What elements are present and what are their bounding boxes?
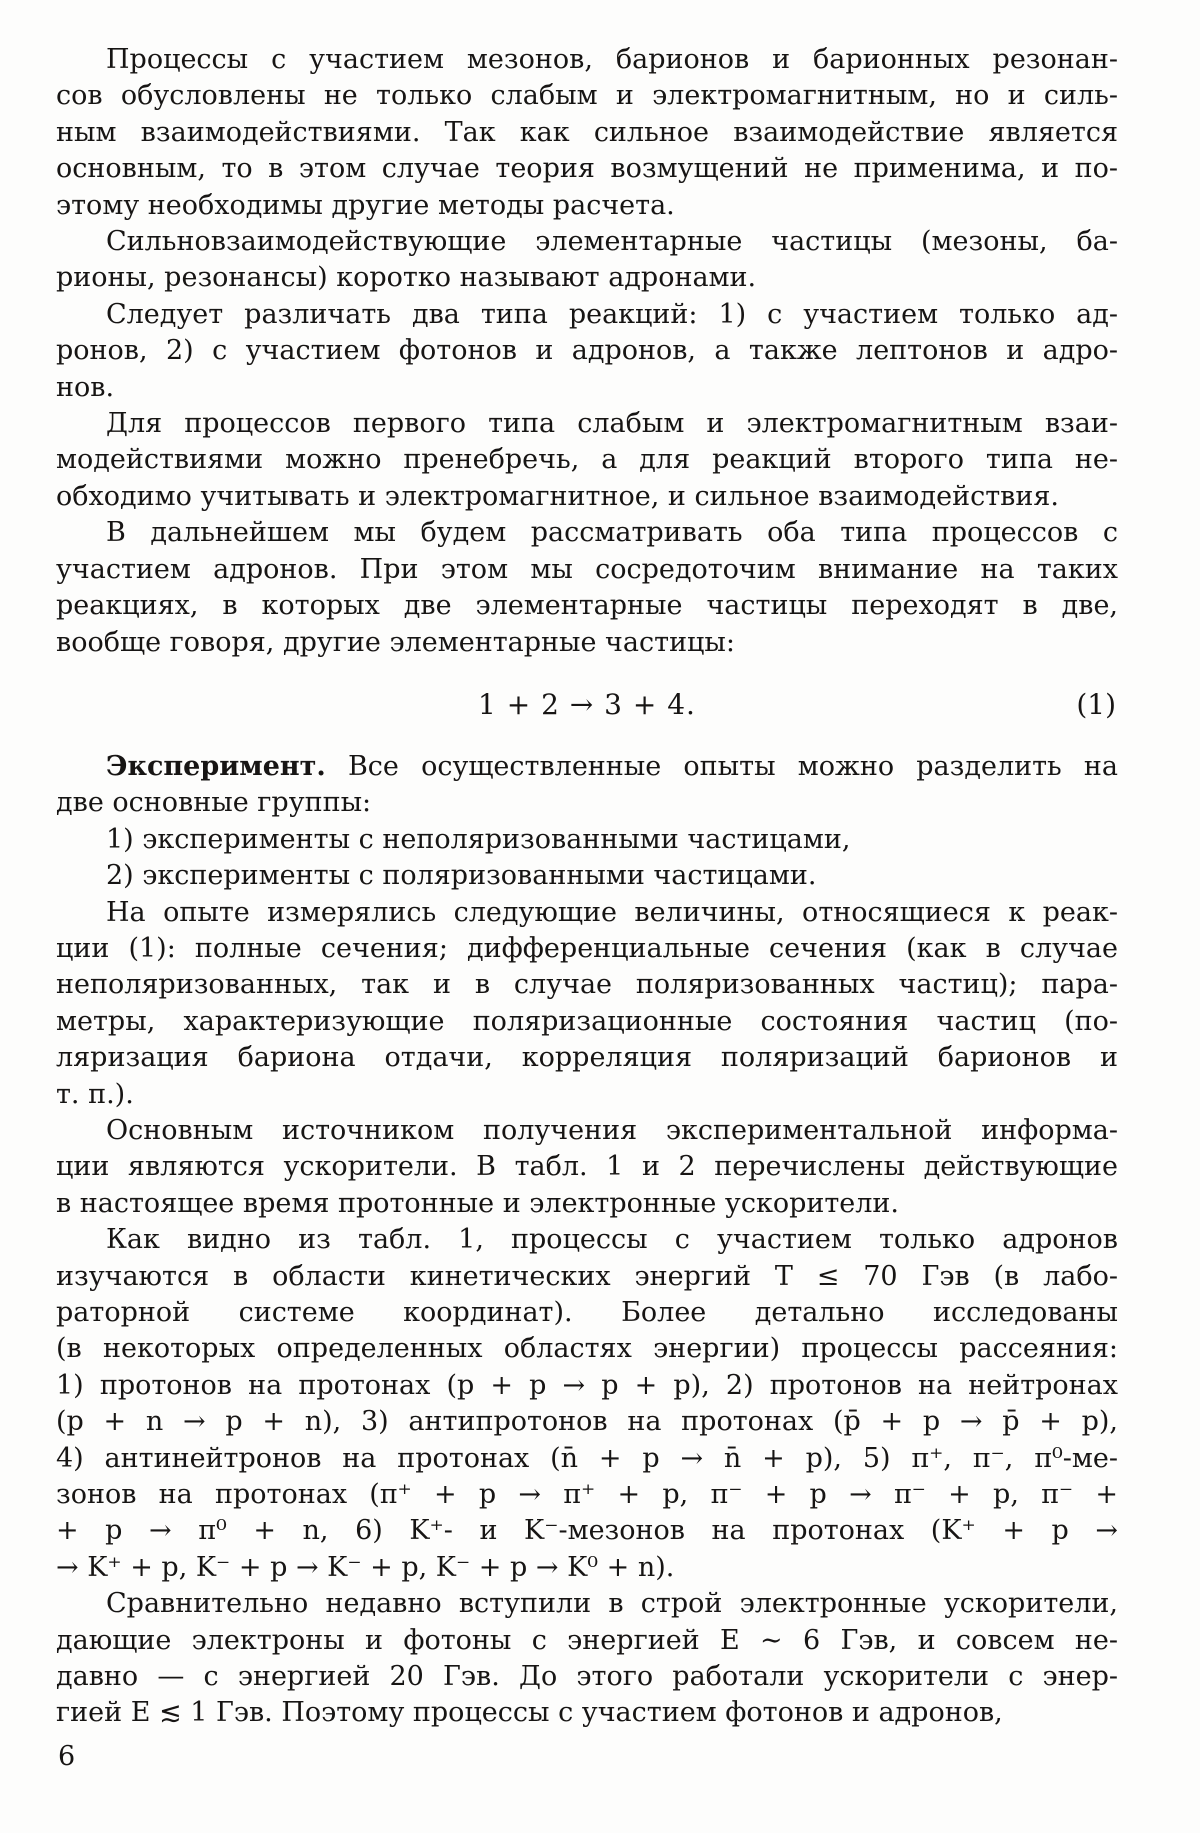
text-line: реакциях, в которых две элементарные частицы переходят в две,: [56, 590, 1118, 622]
paragraph: [56, 406, 1118, 515]
paragraph: [56, 1113, 1118, 1222]
text-line: ции являются ускорители. В табл. 1 и 2 перечислены действующие: [56, 1151, 1118, 1183]
text-span: Все осуществленные опыты можно разделить на: [347, 750, 1118, 782]
text-line: 1) эксперименты с неполяризованными частицами,: [106, 823, 851, 855]
page-content: [56, 42, 1118, 1732]
text-line: метры, характеризующие поляризационные состояния частиц (по-: [56, 1005, 1118, 1037]
text-line: + p → π⁰ + n, 6) K⁺- и K⁻-мезонов на протонах (K⁺ + p →: [56, 1515, 1118, 1547]
paragraph: [56, 1586, 1118, 1732]
text-line: На опыте измерялись следующие величины, относящиеся к реак-: [106, 896, 1118, 928]
paragraph: [56, 749, 1118, 822]
text-line: т. п.).: [56, 1078, 134, 1110]
text-line: → K⁺ + p, K⁻ + p → K⁻ + p, K⁻ + p → K⁰ + n).: [56, 1551, 675, 1583]
text-line: давно — с энергией 20 Гэв. До этого работали ускорители с энер-: [56, 1661, 1118, 1693]
page-number: 6: [58, 1740, 76, 1772]
text-line: неполяризованных, так и в случае поляризованных частиц); пара-: [56, 969, 1118, 1001]
text-line: Для процессов первого типа слабым и электромагнитным взаи-: [106, 408, 1118, 440]
text-line: этому необходимы другие методы расчета.: [56, 189, 675, 221]
text-line: нов.: [56, 371, 115, 403]
text-line: ляризация бариона отдачи, корреляция поляризаций барионов и: [56, 1042, 1118, 1074]
paragraph-lead: Эксперимент.: [106, 750, 326, 782]
paragraph: [56, 822, 1118, 858]
text-line: изучаются в области кинетических энергий T ≤ 70 Гэв (в лабо-: [56, 1260, 1118, 1292]
text-line: две основные группы:: [56, 787, 372, 819]
text-line: обходимо учитывать и электромагнитное, и сильное взаимодействия.: [56, 480, 1059, 512]
text-line: модействиями можно пренебречь, а для реакций второго типа не-: [56, 444, 1118, 476]
paragraph: [56, 297, 1118, 406]
paragraph: [56, 895, 1118, 1113]
equation-row: [56, 685, 1118, 725]
text-line: раторной системе координат). Более детально исследованы: [56, 1297, 1118, 1328]
text-line: вообще говоря, другие элементарные частицы:: [56, 626, 736, 658]
paragraph: [56, 224, 1118, 297]
text-line: Следует различать два типа реакций: 1) с участием только ад-: [106, 298, 1118, 330]
paragraph: [56, 42, 1118, 224]
text-line: участием адронов. При этом мы сосредоточим внимание на таких: [56, 553, 1118, 585]
equation: 1 + 2 → 3 + 4.: [478, 687, 696, 721]
text-line: (p + n → p + n), 3) антипротонов на протонах (p̄ + p → p̄ + p),: [56, 1406, 1118, 1438]
paragraph: [56, 515, 1118, 661]
equation-number: (1): [1076, 687, 1116, 721]
text-line: рионы, резонансы) коротко называют адронами.: [56, 262, 757, 294]
text-line: дающие электроны и фотоны с энергией E ∼ 6 Гэв, и совсем не-: [56, 1624, 1118, 1656]
text-line: в настоящее время протонные и электронные ускорители.: [56, 1187, 899, 1219]
text-line: В дальнейшем мы будем рассматривать оба типа процессов с: [106, 517, 1118, 549]
paragraph: [56, 858, 1118, 894]
text-line: зонов на протонах (π⁺ + p → π⁺ + p, π⁻ + p → π⁻ + p, π⁻ +: [56, 1479, 1118, 1511]
text-line: ции (1): полные сечения; дифференциальные сечения (как в случае: [56, 932, 1118, 964]
page-body: [56, 42, 1118, 1775]
text-line: 4) антинейтронов на протонах (n̄ + p → n̄ + p), 5) π⁺, π⁻, π⁰-ме-: [56, 1442, 1118, 1474]
text-line: Как видно из табл. 1, процессы с участием только адронов: [106, 1224, 1118, 1256]
text-line: [56, 749, 1118, 785]
text-line: Сильновзаимодействующие элементарные частицы (мезоны, ба-: [106, 226, 1118, 258]
text-line: основным, то в этом случае теория возмущений не применима, и по-: [56, 153, 1118, 185]
text-line: Сравнительно недавно вступили в строй электронные ускорители,: [106, 1588, 1118, 1620]
text-line: ным взаимодействиями. Так как сильное взаимодействие является: [56, 116, 1118, 148]
text-line: ронов, 2) с участием фотонов и адронов, а также лептонов и адро-: [56, 335, 1118, 367]
text-line: сов обусловлены не только слабым и электромагнитным, но и силь-: [56, 80, 1118, 112]
text-line: 1) протонов на протонах (p + p → p + p), 2) протонов на нейтронах: [56, 1369, 1118, 1401]
text-line: Процессы с участием мезонов, барионов и барионных резонан-: [106, 44, 1118, 75]
text-line: гией E ≲ 1 Гэв. Поэтому процессы с участием фотонов и адронов,: [56, 1697, 1003, 1729]
paragraph: [56, 1222, 1118, 1586]
text-line: 2) эксперименты с поляризованными частицами.: [106, 860, 817, 892]
text-line: Основным источником получения экспериментальной информа-: [106, 1114, 1118, 1146]
text-line: (в некоторых определенных областях энергии) процессы рассеяния:: [56, 1333, 1118, 1365]
